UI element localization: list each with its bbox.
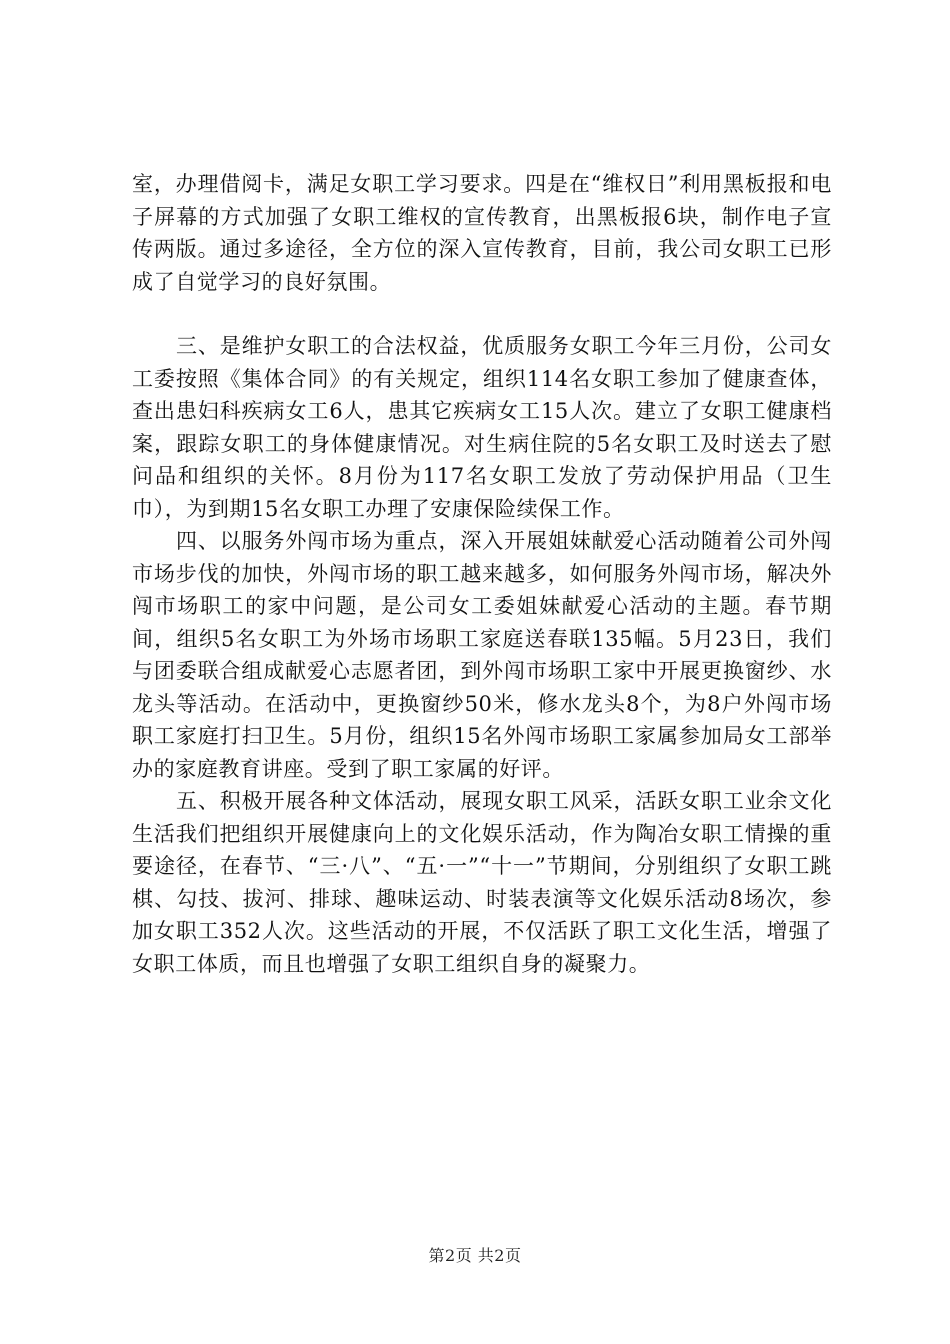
body-text-top bbox=[132, 168, 832, 298]
paragraph-continuation: 室，办理借阅卡，满足女职工学习要求。四是在“维权日”利用黑板报和电子屏幕的方式加强了女职工维权的宣传教育，出黑板报6块，制作电子宣传两版。通过多途径，全方位的深入宣传教育，目前，我公司女职工已形成了自觉学习的良好氛围。 bbox=[132, 172, 832, 294]
paragraph-section-three: 三、是维护女职工的合法权益，优质服务女职工今年三月份，公司女工委按照《集体合同》的有关规定，组织114名女职工参加了健康查体，查出患妇科疾病女工6人，患其它疾病女工15人次。建立了女职工健康档案，跟踪女职工的身体健康情况。对生病住院的5名女职工及时送去了慰问品和组织的关怀。8月份为117名女职工发放了劳动保护用品（卫生巾），为到期15名女职工办理了安康保险续保工作。 bbox=[132, 334, 832, 521]
paragraph-section-five: 五、积极开展各种文体活动，展现女职工风采，活跃女职工业余文化生活我们把组织开展健康向上的文化娱乐活动，作为陶冶女职工情操的重要途径，在春节、“三·八”、“五·一”“十一”节期间，分别组织了女职工跳棋、勾技、拔河、排球、趣味运动、时装表演等文化娱乐活动8场次，参加女职工352人次。这些活动的开展，不仅活跃了职工文化生活，增强了女职工体质，而且也增强了女职工组织自身的凝聚力。 bbox=[132, 789, 832, 976]
paragraph-section-four: 四、以服务外闯市场为重点，深入开展姐妹献爱心活动随着公司外闯市场步伐的加快，外闯市场的职工越来越多，如何服务外闯市场，解决外闯市场职工的家中问题，是公司女工委姐妹献爱心活动的主题。春节期间，组织5名女职工为外场市场职工家庭送春联135幅。5月23日，我们与团委联合组成献爱心志愿者团，到外闯市场职工家中开展更换窗纱、水龙头等活动。在活动中，更换窗纱50米，修水龙头8个，为8户外闯市场职工家庭打扫卫生。5月份，组织15名外闯市场职工家属参加局女工部举办的家庭教育讲座。受到了职工家属的好评。 bbox=[132, 529, 832, 781]
page-footer: 第2页 共2页 bbox=[428, 1246, 522, 1265]
body-text-main bbox=[132, 330, 832, 980]
